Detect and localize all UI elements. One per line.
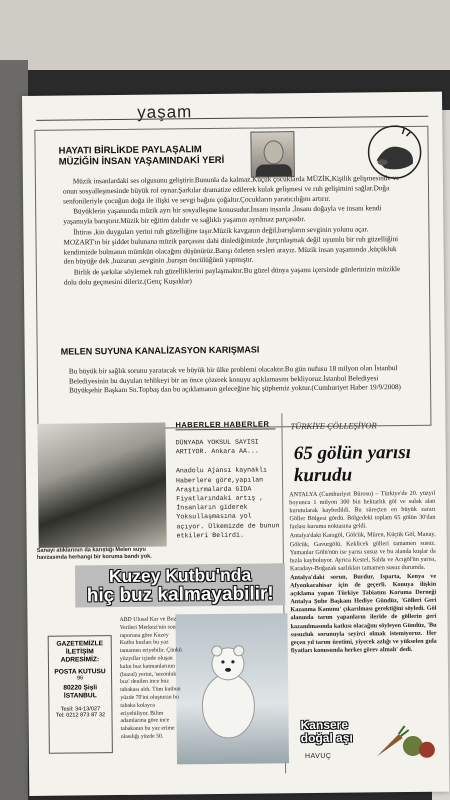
- news-body: [176, 437, 281, 540]
- lakes-headline: 65 gölün yarısı kurudu: [293, 441, 412, 487]
- author-portrait: [250, 131, 294, 177]
- paragraph: Büyüklerin yaşamında müzik ayrı bir sosyalleşme konusudur.İnsanı insanla ,İnsanı doğayla ve insanı kendi yaşamıyla barıştırır.Müzik bir eğitim dalıdır ve sağlıklı yaşamın ayrılmaz parçasıdır.: [63, 204, 382, 226]
- melen-article-headline: MELEN SUYUNA KANALİZASYON KARIŞMASI: [60, 344, 260, 357]
- cancer-headline-line-1: Kansere: [300, 717, 349, 733]
- section-rule: [36, 116, 428, 121]
- news-item: Anadolu Ajansı kaynaklı Haberlere göre,yapılan Araştırmalarda GIDA Fiyatlarındaki artış , İnsanların giderek Yoksullaşmasına yol açıyor. Ülkemizde de bunun etkileri Belirdi.: [175, 466, 280, 540]
- news-item: DÜNYADA YOKSUL SAYISI ARTIYOR. Ankara AA...: [175, 438, 259, 456]
- newspaper-page: [22, 92, 449, 796]
- music-article-body: [63, 174, 404, 289]
- arctic-headline-line-2: hiç buz kalmayabilir!: [86, 583, 274, 607]
- paragraph: Antalya'daki sorun, Burdur, Isparta, Kenya ve Afyonkarahisar için de geçerli. Konuya ilişkin açıklama yapan Türkiye Tabiatını Koruma Derneği Antalya Şube Başkanı Hediye Gündüz, 'Gölleri Geri Kazanma Kanunu' çıkarılması gerektiğini söyledi. Göl alanında tarım yapanların ileride de göllerin geri kazanılmasında katkısı olacağını söyleyen Gündüz, 'Bu susuzluk sorunuyla seyirci olmak istemiyoruz. Her geçen yıl tarım üretimi, yiyecek azlığı ve yükselen gıda fiyatları konusunda herkes görev almalı' dedi.: [290, 572, 437, 654]
- arctic-article-body: ABD Ulusal Kar ve Buz Verileri Merkezi'nin son raporuna göre Kuzey Kutbu buzları bu yaz tamamen eriyebilir. Çünkü yüzyıllar içinde oluşan kalın buz katmanlarının (buzul) yerini, 'sezonluk buz' denilen ince buz tabakası aldı. Tüm kutbun yüzde 70'ini oluşturan bu tabaka kolayca eriyebiliyor. Bilim adamlarına göre ince tabakanın bu yaz erime olasılığı yüzde 50.: [119, 616, 182, 740]
- carrot-label: HAVUÇ: [304, 752, 332, 761]
- vegetables-illustration: [369, 722, 439, 763]
- paragraph: Müzik insanlardaki ses olgusunu geliştirir.Bununla da kalmaz.Küçük çocuklarda MÜZİK,Kişilik gelişmesinde ve onun sosyalleşmesinde büyük rol oynar.Şarkılar dramatize edilerek kulak gelişmesi ve ruh gelişimini sağlar.Doğa senfonileriyle çocuğun doğa ile ilişki ve sevgi bağını çoğaltır.Çocukların yaratıcılığını artırır.: [62, 174, 400, 206]
- melen-article-body: Bu büyük bir sağlık sorunu yaratacak ve büyük bir ülke problemi olacaktır.Bu gün nufusu 18 milyon olan İstanbul Belediyesinin bu duyulan tehlikeyi bir an önce çözerek konuyu açıklamasını bekliyoruz.İstanbul Belediyesi Büyükşehir Başkanı Sn.Topbaş dan bu açıklamanın geleceğine hiç şüphemiz yoktur.(Cumhuriyet Haber 19/9/2008): [68, 364, 401, 395]
- paragraph: ANTALYA (Cumhuriyet Bürosu) – Türkiye'de 20. yüzyıl boyunca 1 milyon 300 bin hektarlık göl ve sulak alan kurutularak kaybedildi. Bu süreçten en büyük zararı Göller Bölgesi gördü. Bölgedeki toplam 65 gölün 30'dan fazlası kuruma noktasına geldi.: [289, 489, 436, 531]
- headline-line-2: MÜZİĞİN İNSAN YAŞAMINDAKİ YERİ: [58, 154, 225, 168]
- section-tag: yaşam: [137, 102, 193, 122]
- background-table-top: [0, 0, 450, 70]
- river-photo: [37, 423, 166, 548]
- paragraph: İhtiras ,kin duyguları yerini ruh güzelliğine taşır.Müzik kavganın değil,barışların sevginin yolunu açar. MOZART'ın bir şiddet bulunana müzik parçasını dahi dinlediğimizde ,hırçınlaşmak değil uyumlu bir ruh güzelliğini kendimizde bulmanın mümkün olacağını düşünürüz.Barışı özleten sesleri arayız. Müzik insan yaşamında ,küçükluk den büyüğe dek ,huzurun ,sevginin ,barışın öncülüğünü yapmıştır.: [63, 225, 399, 266]
- arctic-headline: [75, 563, 285, 607]
- po-box-label: POSTA KUTUSU: [54, 668, 106, 676]
- po-box-number: 96: [76, 675, 84, 682]
- news-heading: HABERLER HABERLER: [175, 419, 275, 430]
- headline-line-1: HAYATI BİRLİKDE PAYLAŞALIM: [58, 144, 202, 157]
- contact-address-box: [48, 635, 113, 754]
- address-city: 80220 Şişli İSTANBUL: [63, 684, 98, 700]
- lakes-section-tag: TÜRKİYE ÇÖLLEŞİYOR: [290, 420, 377, 432]
- paragraph: Antalya'daki Karagöl, Gölcük, Müren, Küçük Göl, Manay, Gölcük, Gavurgölü, Keklicek gölleri tamamen susuz. Yamanlar Gölü'nün ise yarısı susuz ve bu alanda kuşlar da hızla kayboluyor. Ayrıca Kestel, Salda ve Acıgöl'ün yarısı, Karadayı-Boğazak sazlıkları tamamen susuz durumda.: [289, 531, 436, 573]
- paragraph: Birlik de şarkılar söylemek ruh güzelliklerini paylaşmaktır.Bu güzel dünya yaşamı içersinde günlerinizin müzikle dolu dolu geçmesini dileriz.(Genç Kuşaklar): [63, 265, 401, 287]
- lakes-article-body: [289, 490, 437, 656]
- arctic-headline-line-1: Kuzey Kutbu'nda: [108, 564, 252, 587]
- photo-caption: Sanayi atıklarının da karıştığı Melen suyu havzasında herhangi bir koruma bandı yok.: [36, 546, 152, 561]
- polar-bear-illustration: [188, 633, 269, 744]
- address-phone: Tel: 0212 873 87 32: [55, 712, 106, 719]
- portrait-face: [263, 140, 283, 164]
- music-article-headline: [59, 144, 249, 168]
- address-extra: Tesil: 34-13/027: [60, 706, 101, 713]
- cancer-headline-line-2: doğal aşı: [300, 730, 353, 746]
- address-title: GAZETEMİZLE İLETİŞİM ADRESİMİZ:: [56, 640, 104, 664]
